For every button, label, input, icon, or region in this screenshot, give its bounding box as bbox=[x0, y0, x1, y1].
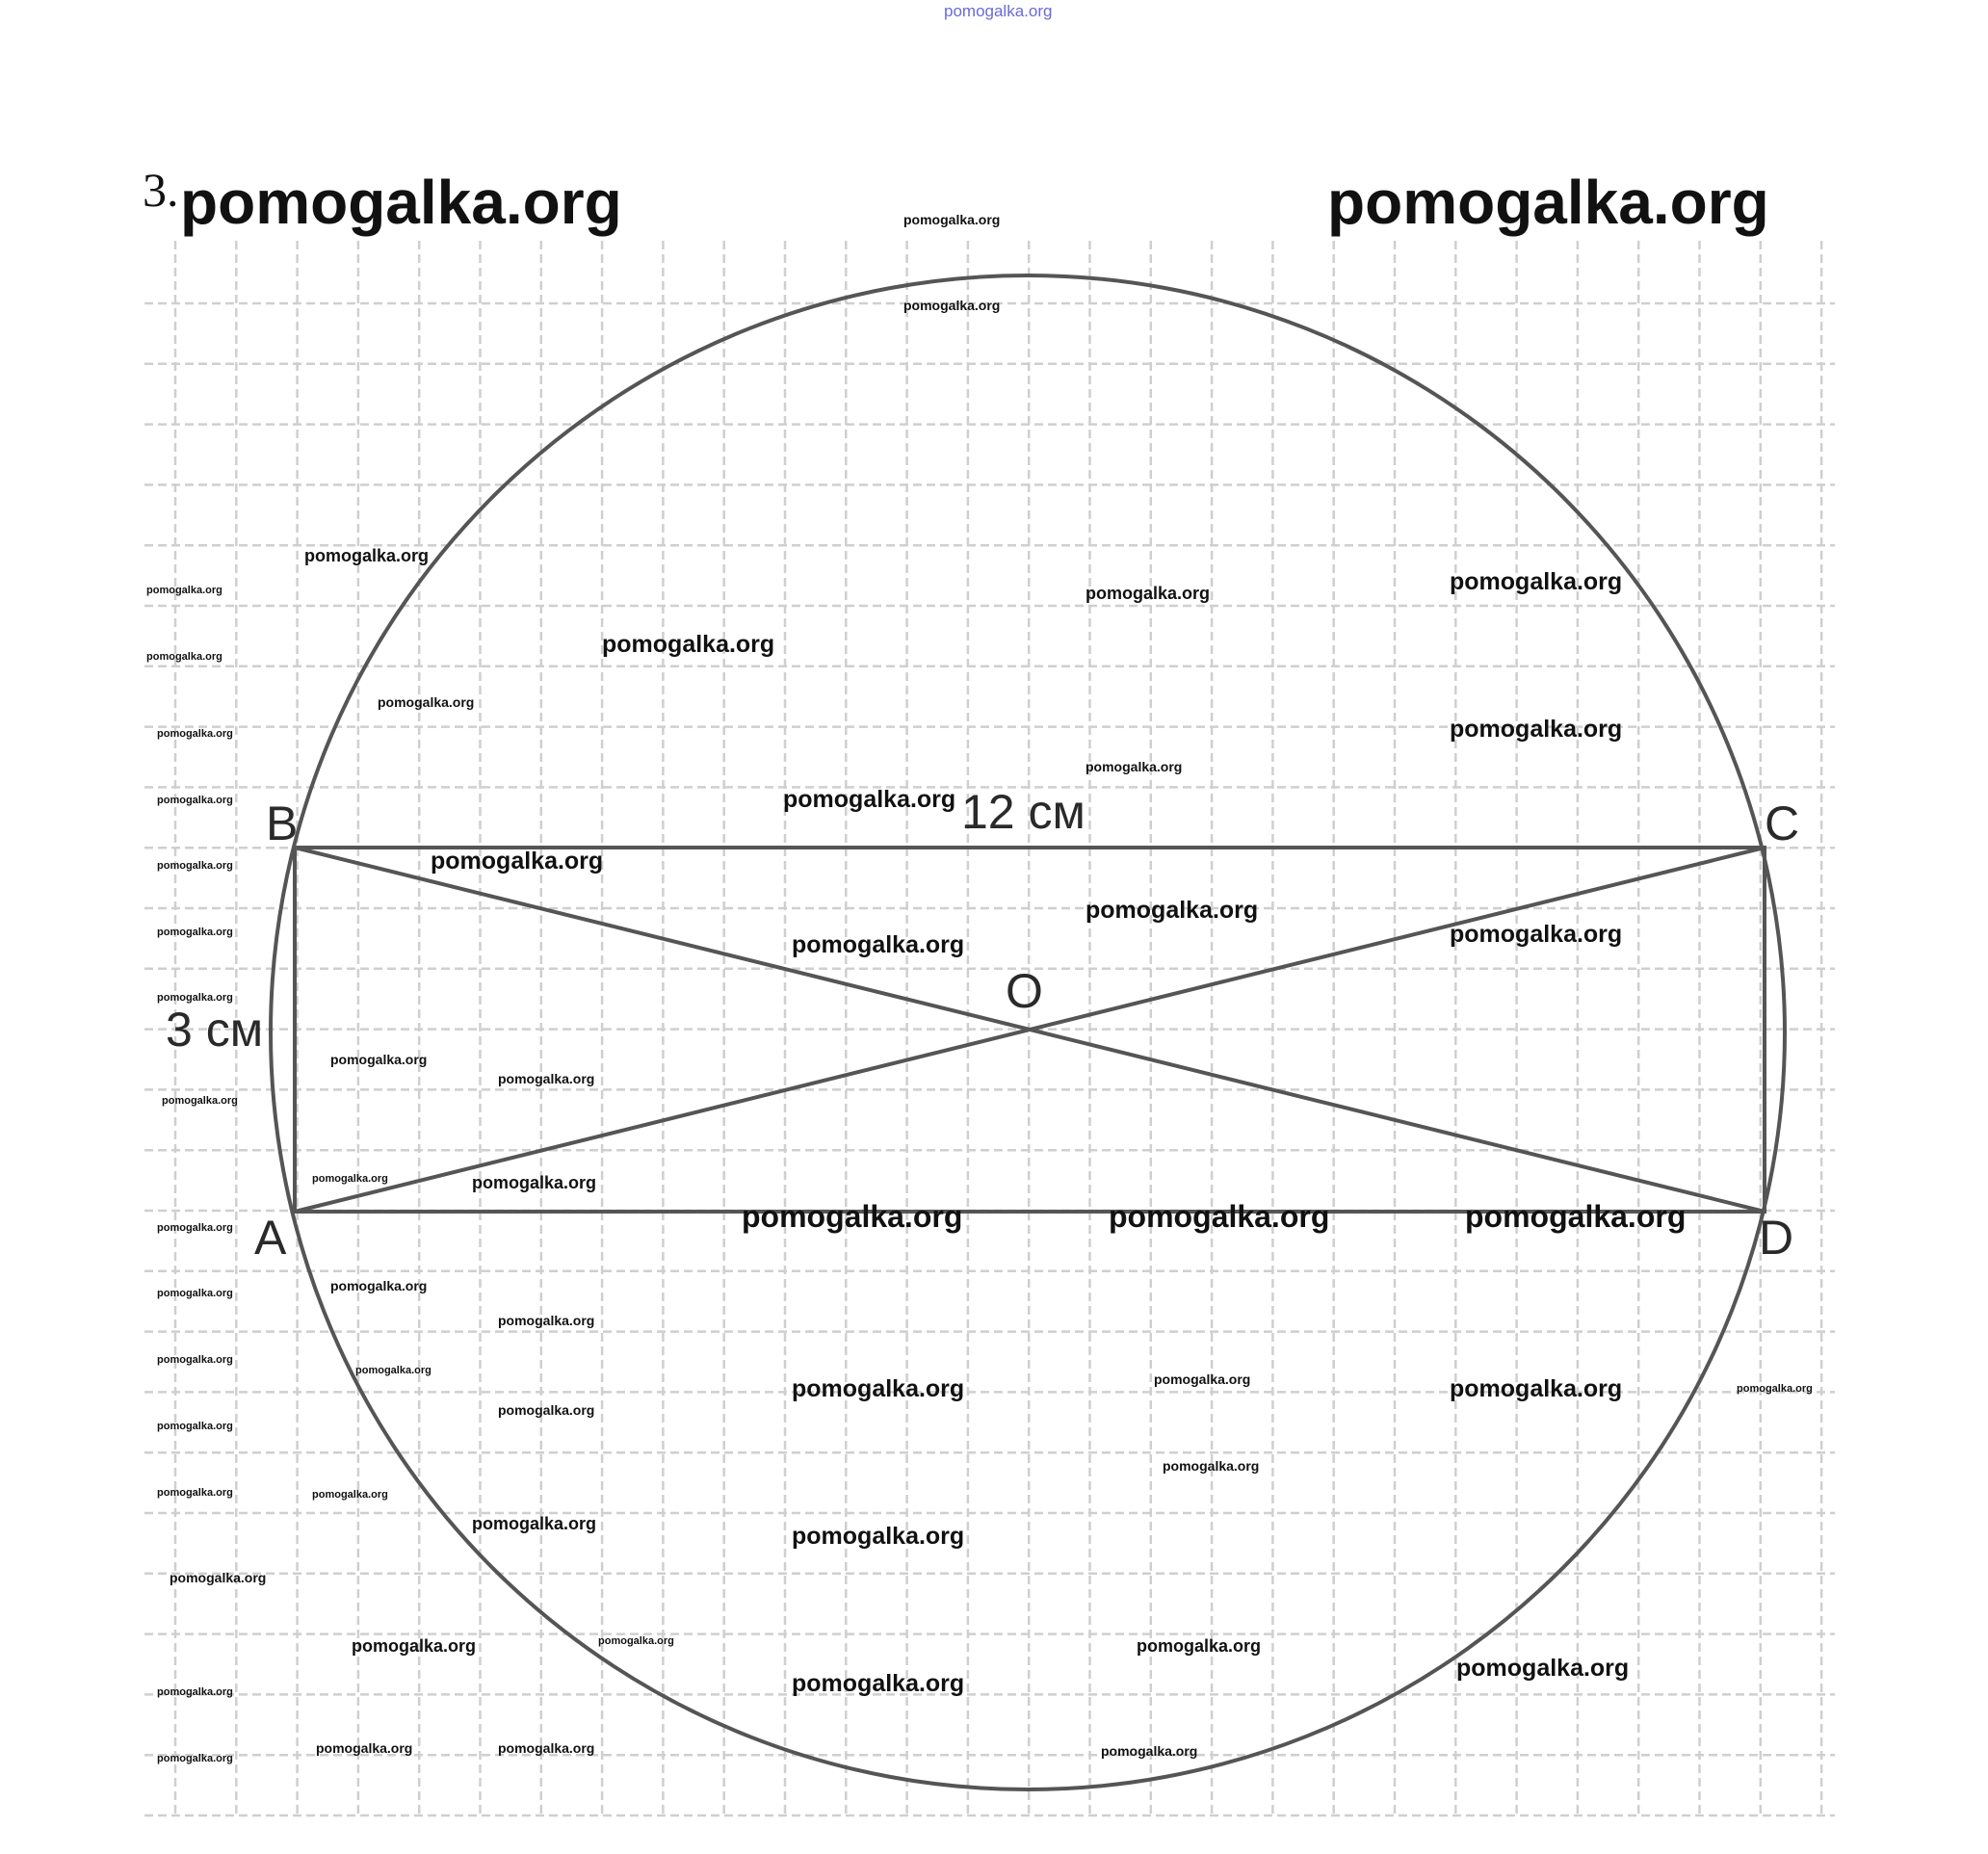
watermark-text: pomogalka.org bbox=[1086, 759, 1183, 774]
watermark-text: pomogalka.org bbox=[498, 1740, 595, 1756]
watermark-text: pomogalka.org bbox=[157, 1487, 233, 1499]
watermark-text: pomogalka.org bbox=[1450, 568, 1623, 595]
watermark-text: pomogalka.org bbox=[903, 298, 1001, 313]
watermark-text: pomogalka.org bbox=[1465, 1199, 1687, 1234]
watermark-text: pomogalka.org bbox=[1086, 584, 1211, 603]
watermark-text: pomogalka.org bbox=[1163, 1458, 1260, 1474]
watermark-text: pomogalka.org bbox=[1154, 1371, 1251, 1387]
watermark-text: pomogalka.org bbox=[1450, 1375, 1623, 1402]
watermark-text: pomogalka.org bbox=[903, 212, 1001, 227]
watermark-text: pomogalka.org bbox=[1137, 1636, 1262, 1656]
watermark-text: pomogalka.org bbox=[783, 786, 956, 813]
point-label-a: A bbox=[254, 1211, 287, 1265]
watermark-text: pomogalka.org bbox=[1327, 168, 1769, 237]
watermark-text: pomogalka.org bbox=[602, 631, 775, 658]
watermark-text: pomogalka.org bbox=[330, 1278, 428, 1293]
watermark-text: pomogalka.org bbox=[598, 1635, 674, 1647]
watermark-text: pomogalka.org bbox=[162, 1095, 238, 1107]
watermark-text: pomogalka.org bbox=[157, 1354, 233, 1366]
watermark-text: pomogalka.org bbox=[498, 1313, 595, 1328]
watermark-text: pomogalka.org bbox=[1109, 1199, 1330, 1234]
point-label-d: D bbox=[1759, 1211, 1794, 1265]
point-label-o: O bbox=[1006, 964, 1043, 1018]
watermark-text: pomogalka.org bbox=[316, 1740, 413, 1756]
watermark-text: pomogalka.org bbox=[312, 1489, 388, 1501]
watermark-text: pomogalka.org bbox=[146, 585, 222, 596]
watermark-text: pomogalka.org bbox=[792, 1523, 965, 1550]
watermark-text: pomogalka.org bbox=[1450, 921, 1623, 948]
watermark-text: pomogalka.org bbox=[157, 1288, 233, 1299]
point-label-c: C bbox=[1765, 796, 1800, 850]
problem-number: 3. bbox=[143, 163, 179, 217]
watermark-text: pomogalka.org bbox=[1456, 1655, 1630, 1682]
length-label-bc: 12 см bbox=[961, 785, 1086, 839]
watermark-text: pomogalka.org bbox=[498, 1402, 595, 1418]
watermark-text: pomogalka.org bbox=[170, 1570, 267, 1585]
watermark-text: pomogalka.org bbox=[304, 546, 430, 565]
watermark-text: pomogalka.org bbox=[1086, 897, 1259, 924]
watermark-text: pomogalka.org bbox=[146, 651, 222, 663]
watermark-text: pomogalka.org bbox=[180, 168, 622, 237]
watermark-text: pomogalka.org bbox=[352, 1636, 477, 1656]
watermark-text: pomogalka.org bbox=[355, 1365, 432, 1376]
watermark-text: pomogalka.org bbox=[792, 1375, 965, 1402]
watermark-text: pomogalka.org bbox=[498, 1071, 595, 1086]
length-label-ab: 3 см bbox=[166, 1003, 264, 1057]
watermark-text: pomogalka.org bbox=[157, 992, 233, 1004]
watermark-text: pomogalka.org bbox=[792, 1670, 965, 1697]
watermark-text: pomogalka.org bbox=[157, 1421, 233, 1432]
watermark-text: pomogalka.org bbox=[378, 694, 475, 710]
graph-paper-grid bbox=[144, 241, 1835, 1815]
top-site-link[interactable]: pomogalka.org bbox=[944, 2, 1053, 20]
point-label-b: B bbox=[266, 796, 299, 850]
watermark-text: pomogalka.org bbox=[157, 1686, 233, 1698]
watermark-text: pomogalka.org bbox=[157, 1222, 233, 1234]
watermark-text: pomogalka.org bbox=[157, 795, 233, 806]
watermark-text: pomogalka.org bbox=[431, 848, 604, 875]
watermark-text: pomogalka.org bbox=[472, 1173, 597, 1192]
watermark-text: pomogalka.org bbox=[1101, 1743, 1198, 1759]
watermark-text: pomogalka.org bbox=[792, 931, 965, 958]
watermark-text: pomogalka.org bbox=[157, 927, 233, 938]
watermark-text: pomogalka.org bbox=[157, 1753, 233, 1764]
watermark-text: pomogalka.org bbox=[1450, 716, 1623, 743]
watermark-text: pomogalka.org bbox=[330, 1052, 428, 1067]
watermark-text: pomogalka.org bbox=[157, 860, 233, 872]
watermark-text: pomogalka.org bbox=[472, 1514, 597, 1533]
watermark-text: pomogalka.org bbox=[1737, 1383, 1813, 1395]
watermark-text: pomogalka.org bbox=[312, 1173, 388, 1185]
watermark-text: pomogalka.org bbox=[157, 728, 233, 740]
watermark-text: pomogalka.org bbox=[742, 1199, 963, 1234]
